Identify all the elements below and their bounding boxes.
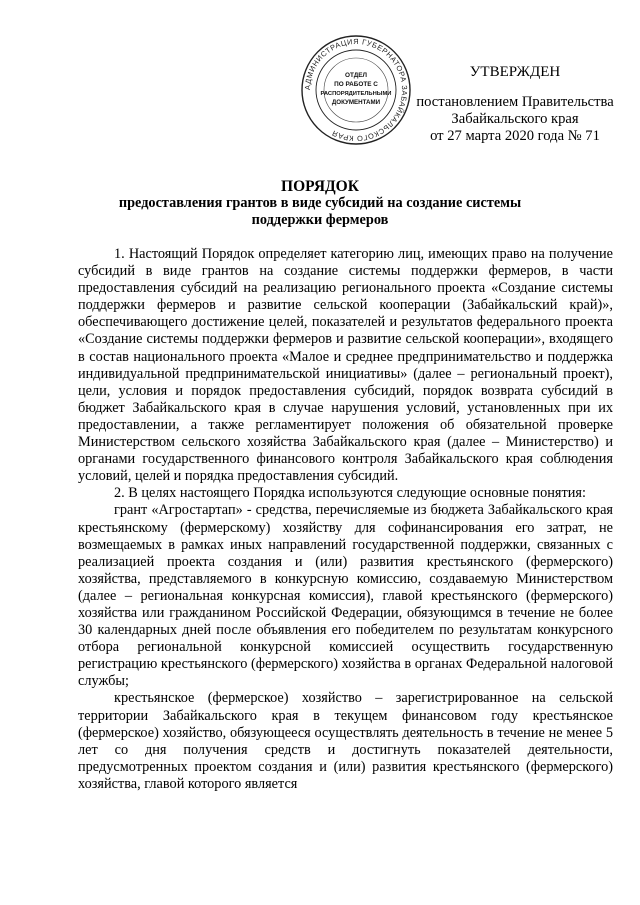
stamp-center-line: ДОКУМЕНТАМИ	[331, 99, 381, 106]
approval-line: Забайкальского края	[451, 111, 579, 127]
stamp-center-line: ПО РАБОТЕ С	[334, 81, 378, 88]
document-title: ПОРЯДОК	[281, 178, 359, 195]
body-paragraph: 2. В целях настоящего Порядка используются следующие основные понятия:	[114, 485, 586, 502]
body-paragraph: крестьянское (фермерское) хозяйство – зарегистрированное на сельской территории Забайкальского края в текущем финансовом году крестьянское (фермерское) хозяйство, обязующееся осуществлять деятельность в течение не менее 5 лет со дня получения средств и достигнуть показателей деятельности, предусмотренных проектом создания и (или) развития крестьянского (фермерского) хозяйства, главой которого является	[78, 690, 613, 792]
approval-line: от 27 марта 2020 года № 71	[430, 128, 600, 144]
stamp-center-line: РАСПОРЯДИТЕЛЬНЫМИ	[320, 91, 392, 97]
approval-line: постановлением Правительства	[416, 94, 614, 110]
approval-title: УТВЕРЖДЕН	[469, 64, 561, 80]
document-subtitle: предоставления грантов в виде субсидий на создание системы	[118, 195, 522, 211]
document-subtitle: поддержки фермеров	[251, 212, 389, 228]
official-round-stamp	[300, 34, 412, 146]
approval-block	[400, 64, 630, 145]
body-paragraph: грант «Агростартап» - средства, перечисляемые из бюджета Забайкальского края крестьянскому (фермерскому) хозяйству для софинансирования его затрат, не возмещаемых в рамках иных направлений государственной поддержки, связанных с реализацией проекта создания и (или) развития крестьянского (фермерского) хозяйства, представляемого в конкурсную комиссию, создаваемую Министерством (далее – региональная конкурсная комиссия), главой крестьянского (фермерского) хозяйства или гражданином Российской Федерации, обязующимся в течение не более 30 календарных дней после объявления его победителем по результатам конкурсного отбора региональной конкурсной комиссией осуществить государственную регистрацию крестьянского (фермерского) хозяйства в органах Федеральной налоговой службы;	[78, 502, 613, 690]
body-paragraph: 1. Настоящий Порядок определяет категорию лиц, имеющих право на получение субсидий в виде грантов на создание системы поддержки фермеров, в части предоставления субсидий на реализацию регионального проекта «Создание системы поддержки фермеров и развитие сельской кооперации (Забайкальский край)», обеспечивающего достижение целей, показателей и результатов федерального проекта «Создание системы поддержки фермеров и развитие сельской кооперации», входящего в состав национального проекта «Малое и среднее предпринимательство и поддержка индивидуальной предпринимательской инициативы» (далее – региональный проект), цели, условия и порядок предоставления субсидий, порядок возврата субсидий в бюджет Забайкальского края в случае нарушения условий, установленных при их предоставлении, а также регламентирует положения об обязательной проверке Министерством сельского хозяйства Забайкальского края (далее – Министерство) и органами государственного финансового контроля Забайкальского края соблюдения условий, целей и порядка предоставления субсидий.	[78, 246, 613, 485]
stamp-center-line: ОТДЕЛ	[344, 72, 368, 79]
document-heading	[100, 178, 540, 229]
stamp-outer-text: АДМИНИСТРАЦИЯ ГУБЕРНАТОРА ЗАБАЙКАЛЬСКОГО КРАЯ	[302, 36, 410, 144]
document-body	[78, 246, 613, 793]
